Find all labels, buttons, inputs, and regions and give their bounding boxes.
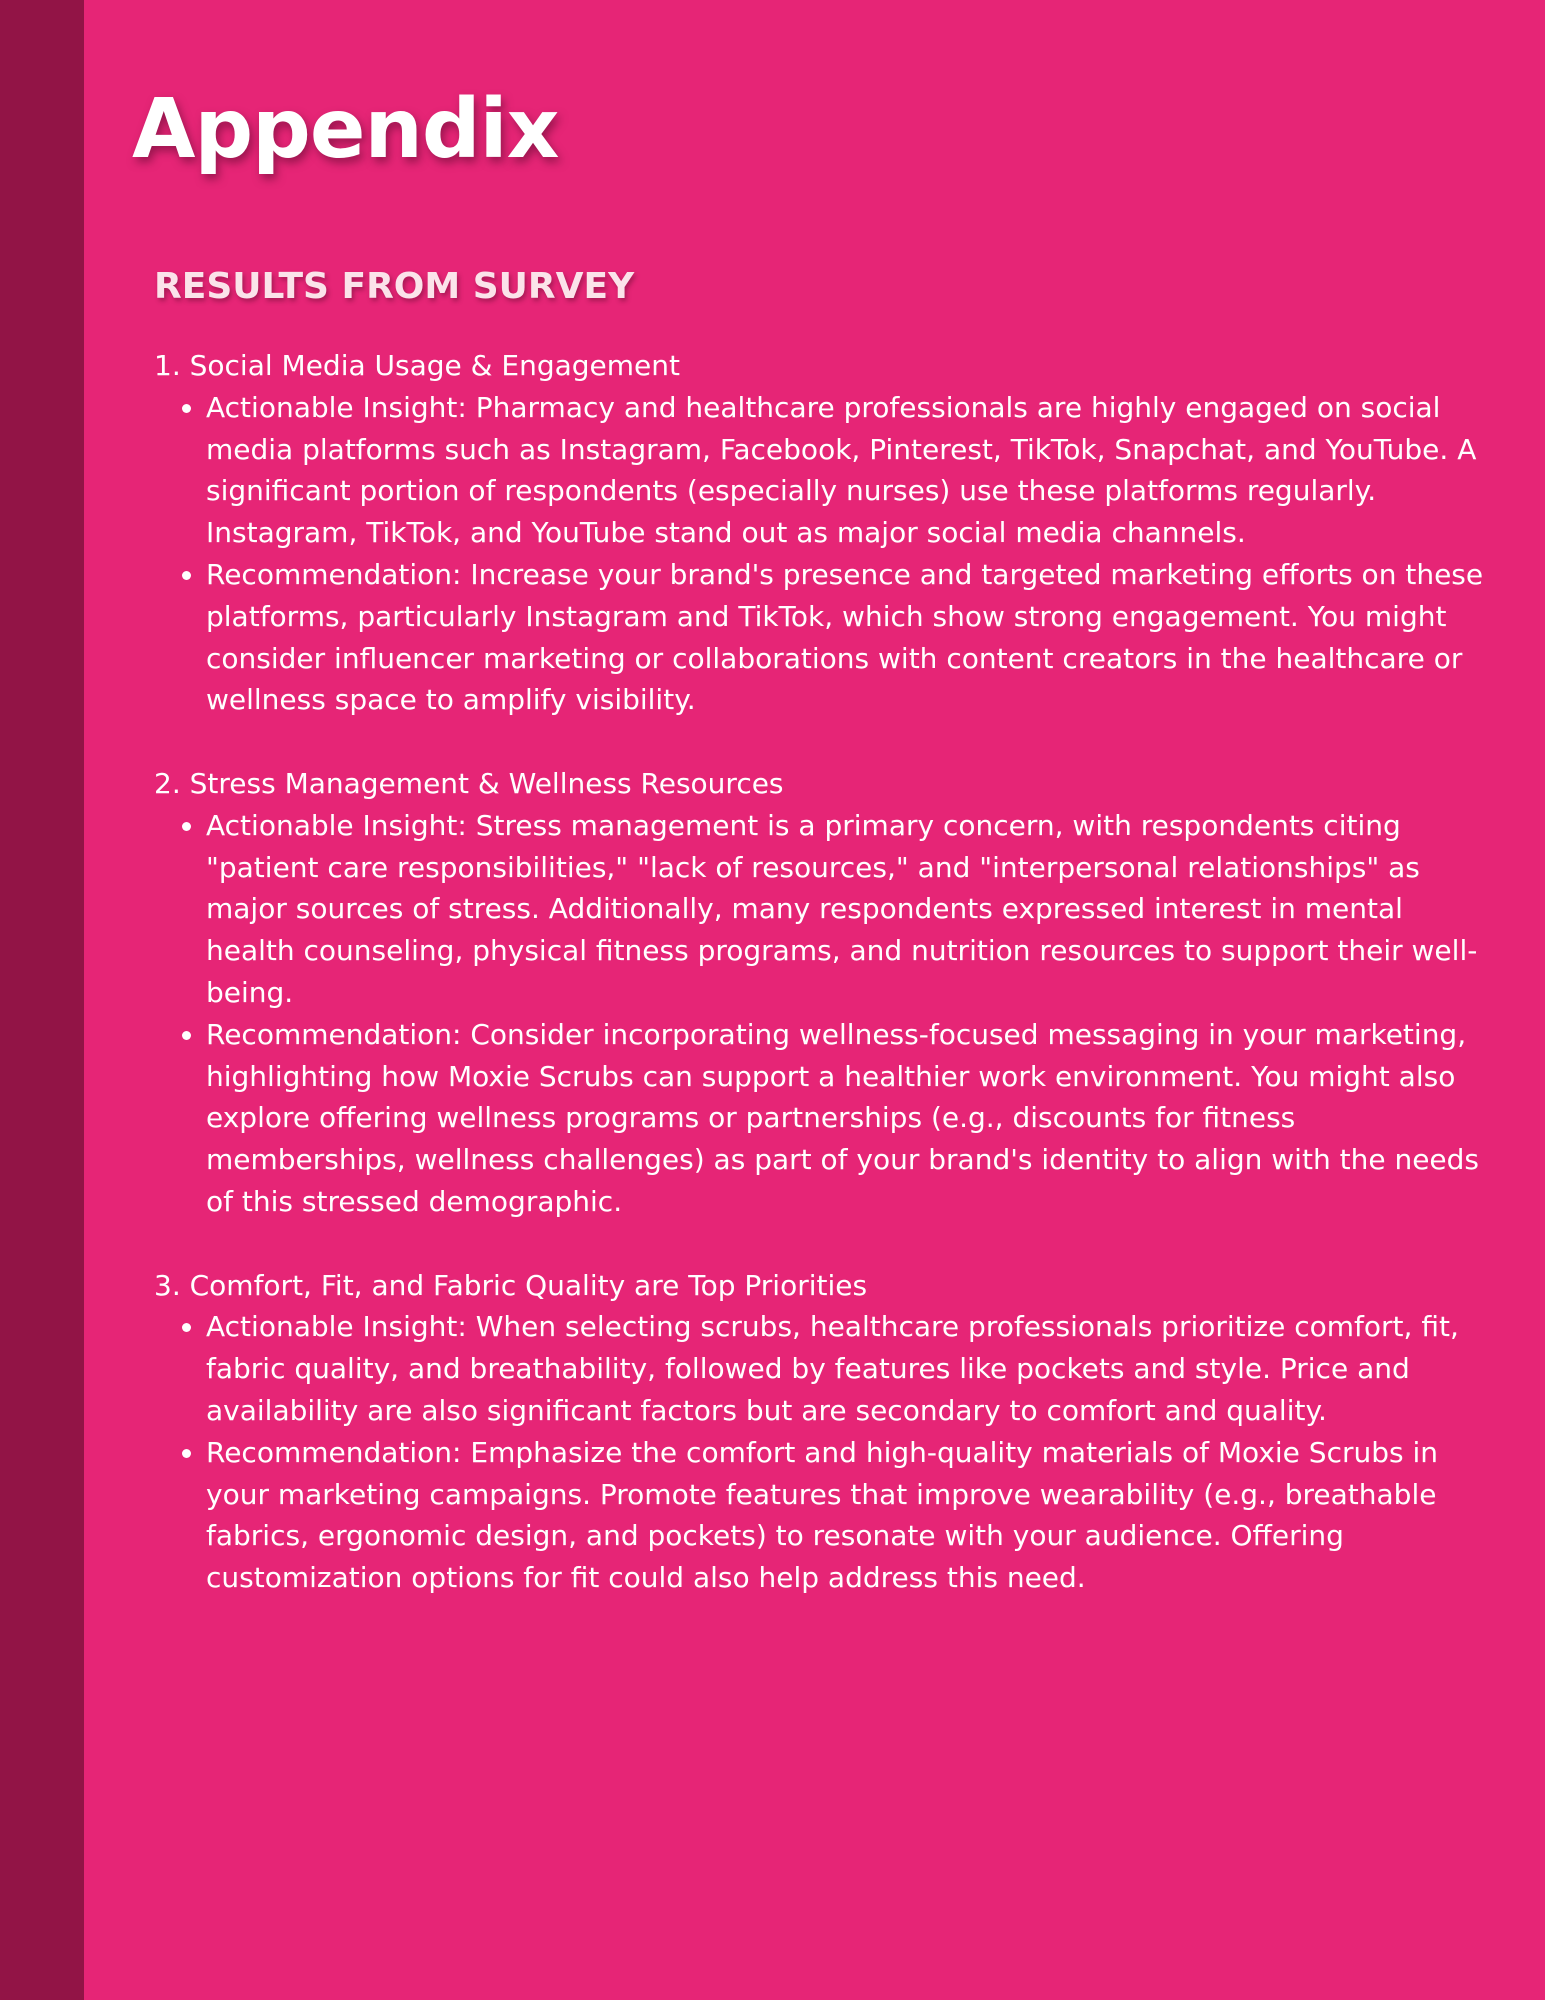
survey-item-social-media bbox=[154, 345, 1484, 721]
survey-results bbox=[154, 345, 1484, 1641]
survey-item-title: 2. Stress Management & Wellness Resources bbox=[154, 766, 784, 800]
page-title: Appendix bbox=[132, 82, 559, 177]
actionable-insight: • Actionable Insight: When selecting scrubs, healthcare professionals prioritize comfort, fit, fabric quality, and breathability, followed by features like pockets and style. Price and availability are also significant factors but are secondary to comfort and quality. bbox=[206, 1306, 1484, 1431]
survey-item-title: 1. Social Media Usage & Engagement bbox=[154, 349, 680, 382]
recommendation: • Recommendation: Emphasize the comfort and high-quality materials of Moxie Scrubs in your marketing campaigns. Promote features that improve wearability (e.g., breathable fabrics, ergonomic design, and pockets) to resonate with your audience. Offering customization options for fit could also help address this need. bbox=[206, 1432, 1484, 1599]
side-accent-bar bbox=[0, 0, 84, 2000]
survey-item-comfort-fit bbox=[154, 1265, 1484, 1599]
actionable-insight: • Actionable Insight: Pharmacy and healthcare professionals are highly engaged on social media platforms such as Instagram, Facebook, Pinterest, TikTok, Snapchat, and YouTube. A significant portion of respondents (especially nurses) use these platforms regularly. Instagram, TikTok, and YouTube stand out as major social media channels. bbox=[206, 387, 1484, 554]
survey-item-points bbox=[154, 387, 1484, 721]
survey-item-title: 3. Comfort, Fit, and Fabric Quality are Top Priorities bbox=[154, 1268, 868, 1302]
actionable-insight: • Actionable Insight: Stress management is a primary concern, with respondents citing "patient care responsibilities," "lack of resources," and "interpersonal relationships" as major sources of stress. Additionally, many respondents expressed interest in mental health counseling, physical fitness programs, and nutrition resources to support their well-being. bbox=[206, 805, 1484, 1014]
survey-item-points bbox=[154, 1306, 1484, 1599]
survey-item-points bbox=[154, 805, 1484, 1223]
recommendation: • Recommendation: Consider incorporating wellness-focused messaging in your marketing, highlighting how Moxie Scrubs can support a healthier work environment. You might also explore offering wellness programs or partnerships (e.g., discounts for fitness memberships, wellness challenges) as part of your brand's identity to align with the needs of this stressed demographic. bbox=[206, 1014, 1484, 1223]
recommendation: • Recommendation: Increase your brand's presence and targeted marketing efforts on these platforms, particularly Instagram and TikTok, which show strong engagement. You might consider influencer marketing or collaborations with content creators in the healthcare or wellness space to amplify visibility. bbox=[206, 554, 1484, 721]
page-content bbox=[84, 0, 1545, 2000]
survey-item-stress-management bbox=[154, 763, 1484, 1223]
section-heading: RESULTS FROM SURVEY bbox=[154, 266, 635, 307]
